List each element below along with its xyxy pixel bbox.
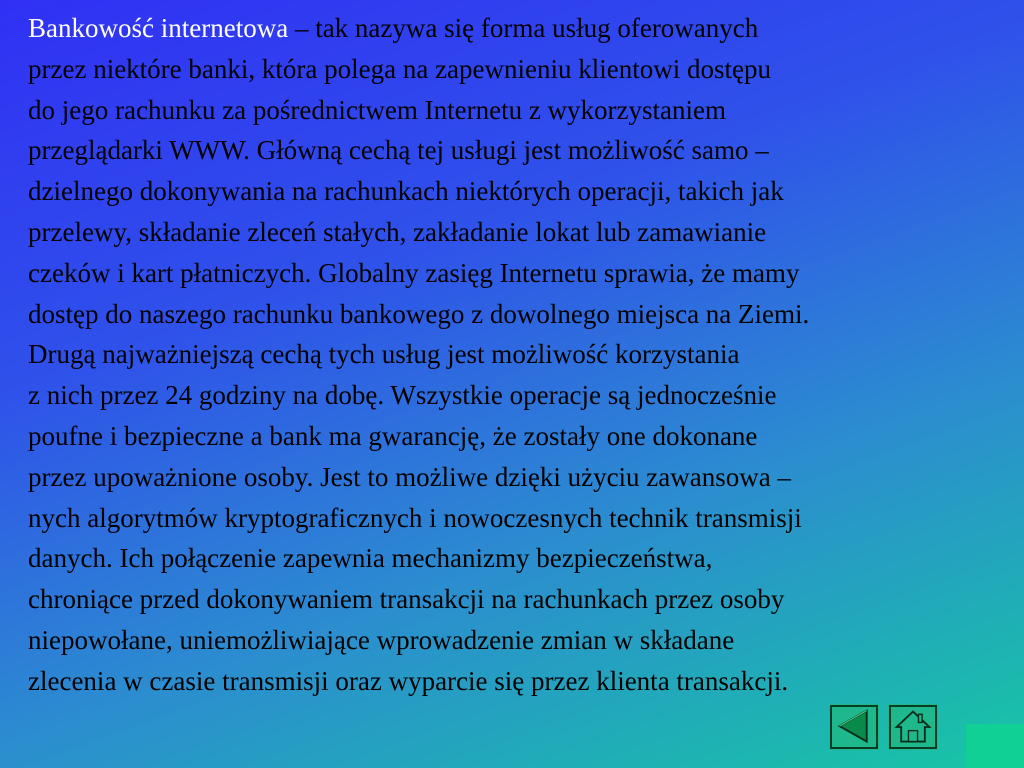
text-line: przelewy, składanie zleceń stałych, zakładanie lokat lub zamawianie [28, 216, 767, 247]
text-line: poufne i bezpieczne a bank ma gwarancję, że zostały one dokonane [28, 420, 758, 451]
slide-body-text [28, 8, 1018, 702]
text-line: czeków i kart płatniczych. Globalny zasięg Internetu sprawia, że mamy [28, 257, 800, 288]
lead-term: Bankowość internetowa [28, 13, 289, 43]
text-line: zlecenia w czasie transmisji oraz wyparcie się przez klienta transakcji. [28, 665, 789, 696]
triangle-left-icon [832, 707, 876, 747]
text-line: danych. Ich połączenie zapewnia mechanizmy bezpieczeństwa, [28, 543, 713, 574]
text-line: z nich przez 24 godziny na dobę. Wszystkie operacje są jednocześnie [28, 380, 777, 411]
house-icon [891, 707, 935, 747]
text-line: przez upoważnione osoby. Jest to możliwe dzięki użyciu zawansowa – [28, 461, 792, 492]
text-line [28, 8, 1018, 49]
text-line: dzielnego dokonywania na rachunkach niektórych operacji, takich jak [28, 176, 784, 207]
text-line: chroniące przed dokonywaniem transakcji na rachunkach przez osoby [28, 584, 785, 615]
text-line: przeglądarki WWW. Główną cechą tej usługi jest możliwość samo – [28, 135, 769, 166]
text-line: nych algorytmów kryptograficznych i nowoczesnych technik transmisji [28, 502, 802, 533]
text-line-segment: – tak nazywa się forma usług oferowanych [288, 13, 759, 43]
text-line: niepowołane, uniemożliwiające wprowadzenie zmian w składane [28, 624, 735, 655]
home-button[interactable] [889, 705, 937, 749]
text-line: dostęp do naszego rachunku bankowego z dowolnego miejsca na Ziemi. [28, 298, 810, 329]
text-line: Drugą najważniejszą cechą tych usług jest możliwość korzystania [28, 339, 740, 370]
text-line: przez niektóre banki, która polega na zapewnieniu klientowi dostępu [28, 53, 771, 84]
back-button[interactable] [830, 705, 878, 749]
corner-decoration [966, 724, 1024, 768]
text-line: do jego rachunku za pośrednictwem Internetu z wykorzystaniem [28, 94, 727, 125]
